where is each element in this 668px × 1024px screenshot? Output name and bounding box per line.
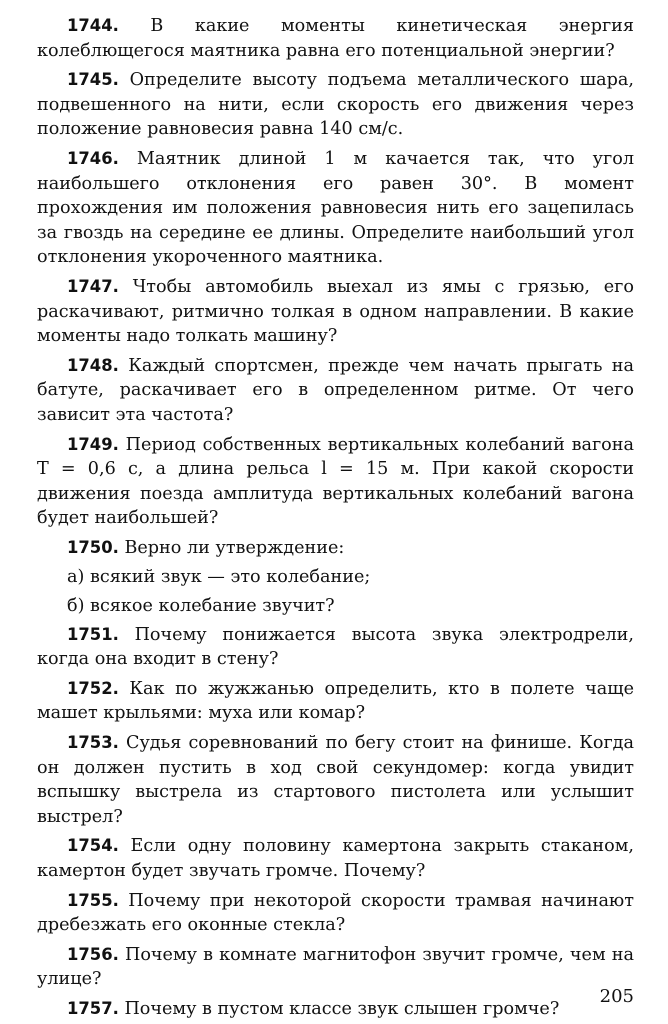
- problem-1751: [37, 623, 634, 672]
- problem-number: 1751.: [67, 624, 119, 644]
- problem-text: Каждый спортсмен, прежде чем начать прыгать на батуте, раскачивает его в определенном ритме. От чего зависит эта частота?: [37, 355, 634, 425]
- problem-number: 1746.: [67, 148, 119, 168]
- problem-text: Как по жужжанью определить, кто в полете чаще машет крыльями: муха или комар?: [37, 678, 634, 724]
- problem-1745: [37, 68, 634, 142]
- problem-text: Чтобы автомобиль выехал из ямы с грязью, его раскачивают, ритмично толкая в одном направлении. В какие моменты надо толкать машину?: [37, 276, 634, 347]
- problem-1754: [37, 834, 634, 883]
- problem-1749: [37, 433, 634, 531]
- problem-text: Определите высоту подъема металлического шара, подвешенного на нити, если скорость его движения через положение равновесия равна 140 см/с.: [37, 70, 634, 140]
- problem-text: Почему понижается высота звука электродрели, когда она входит в стену?: [37, 624, 634, 670]
- option-b: б) всякое колебание звучит?: [67, 596, 335, 617]
- option-a: а) всякий звук — это колебание;: [67, 567, 371, 588]
- page-number: 205: [599, 986, 634, 1007]
- problem-1755: [37, 889, 634, 938]
- problem-1752: [37, 677, 634, 726]
- problem-number: 1744.: [67, 16, 119, 35]
- problem-text: В какие моменты кинетическая энергия колеблющегося маятника равна его потенциальной энергии?: [37, 16, 634, 61]
- problem-number: 1756.: [67, 944, 119, 964]
- problem-1750: [37, 536, 634, 561]
- problem-number: 1757.: [67, 998, 119, 1018]
- problem-number: 1752.: [67, 678, 119, 698]
- problem-text: Почему в пустом классе звук слышен громче?: [118, 998, 560, 1019]
- problem-1753: [37, 731, 634, 829]
- problem-text: Период собственных вертикальных колебаний вагона T = 0,6 с, а длина рельса l = 15 м. При какой скорости движения поезда амплитуда вертикальных колебаний вагона будет наибольшей?: [37, 434, 634, 529]
- problem-1744: [37, 14, 634, 63]
- problem-text: Верно ли утверждение:: [118, 537, 345, 558]
- problem-1748: [37, 354, 634, 428]
- problem-number: 1755.: [67, 890, 119, 910]
- problem-number: 1748.: [67, 355, 119, 375]
- problem-1756: [37, 943, 634, 992]
- problem-text: Почему в комнате магнитофон звучит громче, чем на улице?: [37, 944, 634, 990]
- problem-1746: [37, 147, 634, 270]
- problem-number: 1745.: [67, 70, 119, 90]
- problem-text: Судья соревнований по бегу стоит на финише. Когда он должен пустить в ход свой секундомер: когда увидит вспышку выстрела из стартового пистолета или услышит выстрел?: [37, 733, 634, 827]
- problem-number: 1747.: [67, 276, 119, 296]
- problem-number: 1750.: [67, 537, 119, 557]
- problem-number: 1749.: [67, 434, 119, 454]
- problem-text: Если одну половину камертона закрыть стаканом, камертон будет звучать громче. Почему?: [37, 836, 634, 881]
- problem-number: 1754.: [67, 836, 119, 856]
- problem-1747: [37, 275, 634, 349]
- problem-text: Почему при некоторой скорости трамвая начинают дребезжать его оконные стекла?: [37, 890, 634, 936]
- problem-1757: [37, 997, 634, 1022]
- problem-text: Маятник длиной 1 м качается так, что угол наибольшего отклонения его равен 30°. В момент прохождения им положения равновесия нить его зацепилась за гвоздь на середине ее длины. Определите наибольший угол отклонения укороченного маятника.: [37, 148, 634, 268]
- problem-number: 1753.: [67, 733, 119, 753]
